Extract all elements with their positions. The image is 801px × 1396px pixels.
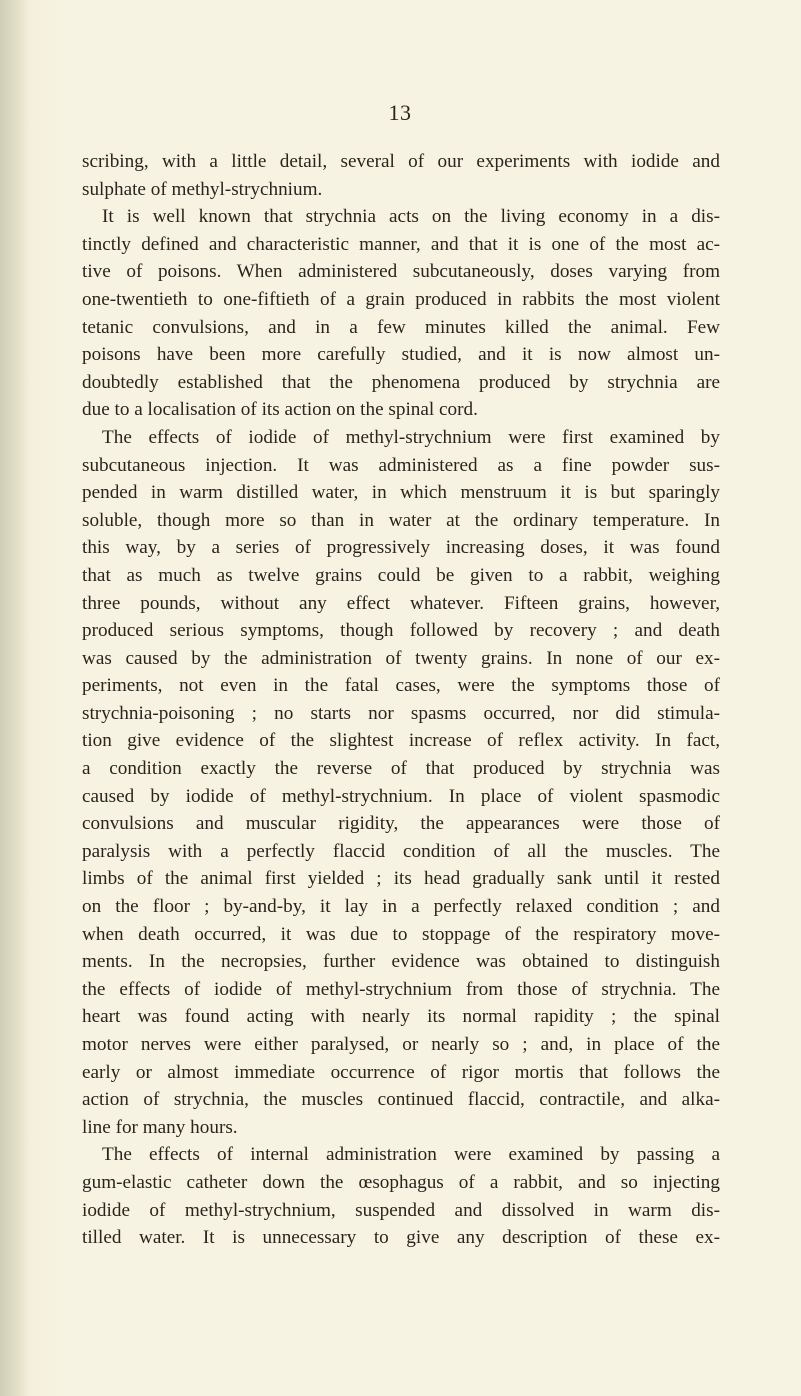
text-line: ments. In the necropsies, further evidence was obtained to distinguish xyxy=(82,951,720,973)
text-line: convulsions and muscular rigidity, the appearances were those of xyxy=(82,813,720,835)
text-line: subcutaneous injection. It was administered as a fine powder sus- xyxy=(82,454,720,476)
text-line: heart was found acting with nearly its normal rapidity ; the spinal xyxy=(82,1006,720,1028)
text-line: tive of poisons. When administered subcutaneously, doses varying from xyxy=(82,261,720,283)
text-line: that as much as twelve grains could be given to a rabbit, weighing xyxy=(82,564,720,586)
text-line: gum-elastic catheter down the œsophagus of a rabbit, and so injecting xyxy=(82,1171,720,1193)
text-line: tetanic convulsions, and in a few minutes killed the animal. Few xyxy=(82,316,720,338)
text-line: It is well known that strychnia acts on the living economy in a dis- xyxy=(102,206,720,228)
text-line: was caused by the administration of twenty grains. In none of our ex- xyxy=(82,647,720,669)
text-line: tinctly defined and characteristic manner, and that it is one of the most ac- xyxy=(82,233,720,255)
body-text xyxy=(82,148,720,1252)
text-line: The effects of internal administration were examined by passing a xyxy=(102,1144,720,1166)
text-line: poisons have been more carefully studied, and it is now almost un- xyxy=(82,344,720,366)
text-line: action of strychnia, the muscles continued flaccid, contractile, and alka- xyxy=(82,1089,720,1111)
text-line: sulphate of methyl-strychnium. xyxy=(82,178,323,200)
text-line: soluble, though more so than in water at the ordinary temperature. In xyxy=(82,509,720,531)
text-line: on the floor ; by-and-by, it lay in a perfectly relaxed condition ; and xyxy=(82,896,720,918)
text-line: one-twentieth to one-fiftieth of a grain produced in rabbits the most violent xyxy=(82,288,720,310)
text-line: motor nerves were either paralysed, or nearly so ; and, in place of the xyxy=(82,1034,720,1055)
text-line: paralysis with a perfectly flaccid condition of all the muscles. The xyxy=(82,840,720,862)
text-line: strychnia-poisoning ; no starts nor spasms occurred, nor did stimula- xyxy=(82,702,720,724)
text-line: pended in warm distilled water, in which menstruum it is but sparingly xyxy=(82,482,720,504)
text-line: tilled water. It is unnecessary to give any description of these ex- xyxy=(82,1227,720,1249)
text-line: periments, not even in the fatal cases, were the symptoms those of xyxy=(82,675,720,697)
text-line: iodide of methyl-strychnium, suspended and dissolved in warm dis- xyxy=(82,1199,720,1221)
text-line: tion give evidence of the slightest increase of reflex activity. In fact, xyxy=(82,730,720,752)
page-gutter-shadow xyxy=(0,0,30,1396)
page-number: 13 xyxy=(388,100,412,125)
text-line: when death occurred, it was due to stoppage of the respiratory move- xyxy=(82,923,720,945)
text-line: line for many hours. xyxy=(82,1116,238,1138)
text-line: due to a localisation of its action on the spinal cord. xyxy=(82,399,478,421)
text-line: The effects of iodide of methyl-strychnium were first examined by xyxy=(102,426,720,448)
text-line: limbs of the animal first yielded ; its head gradually sank until it rested xyxy=(82,868,720,890)
text-line: three pounds, without any effect whatever. Fifteen grains, however, xyxy=(82,592,720,614)
text-line: early or almost immediate occurrence of rigor mortis that follows the xyxy=(82,1061,720,1083)
text-line: this way, by a series of progressively increasing doses, it was found xyxy=(82,537,720,559)
text-line: doubtedly established that the phenomena produced by strychnia are xyxy=(82,371,720,393)
text-line: a condition exactly the reverse of that produced by strychnia was xyxy=(82,758,720,780)
text-line: caused by iodide of methyl-strychnium. In place of violent spasmodic xyxy=(82,785,720,807)
text-line: produced serious symptoms, though followed by recovery ; and death xyxy=(82,620,720,642)
text-line: scribing, with a little detail, several of our experiments with iodide and xyxy=(82,151,720,172)
text-line: the effects of iodide of methyl-strychnium from those of strychnia. The xyxy=(82,978,720,1000)
